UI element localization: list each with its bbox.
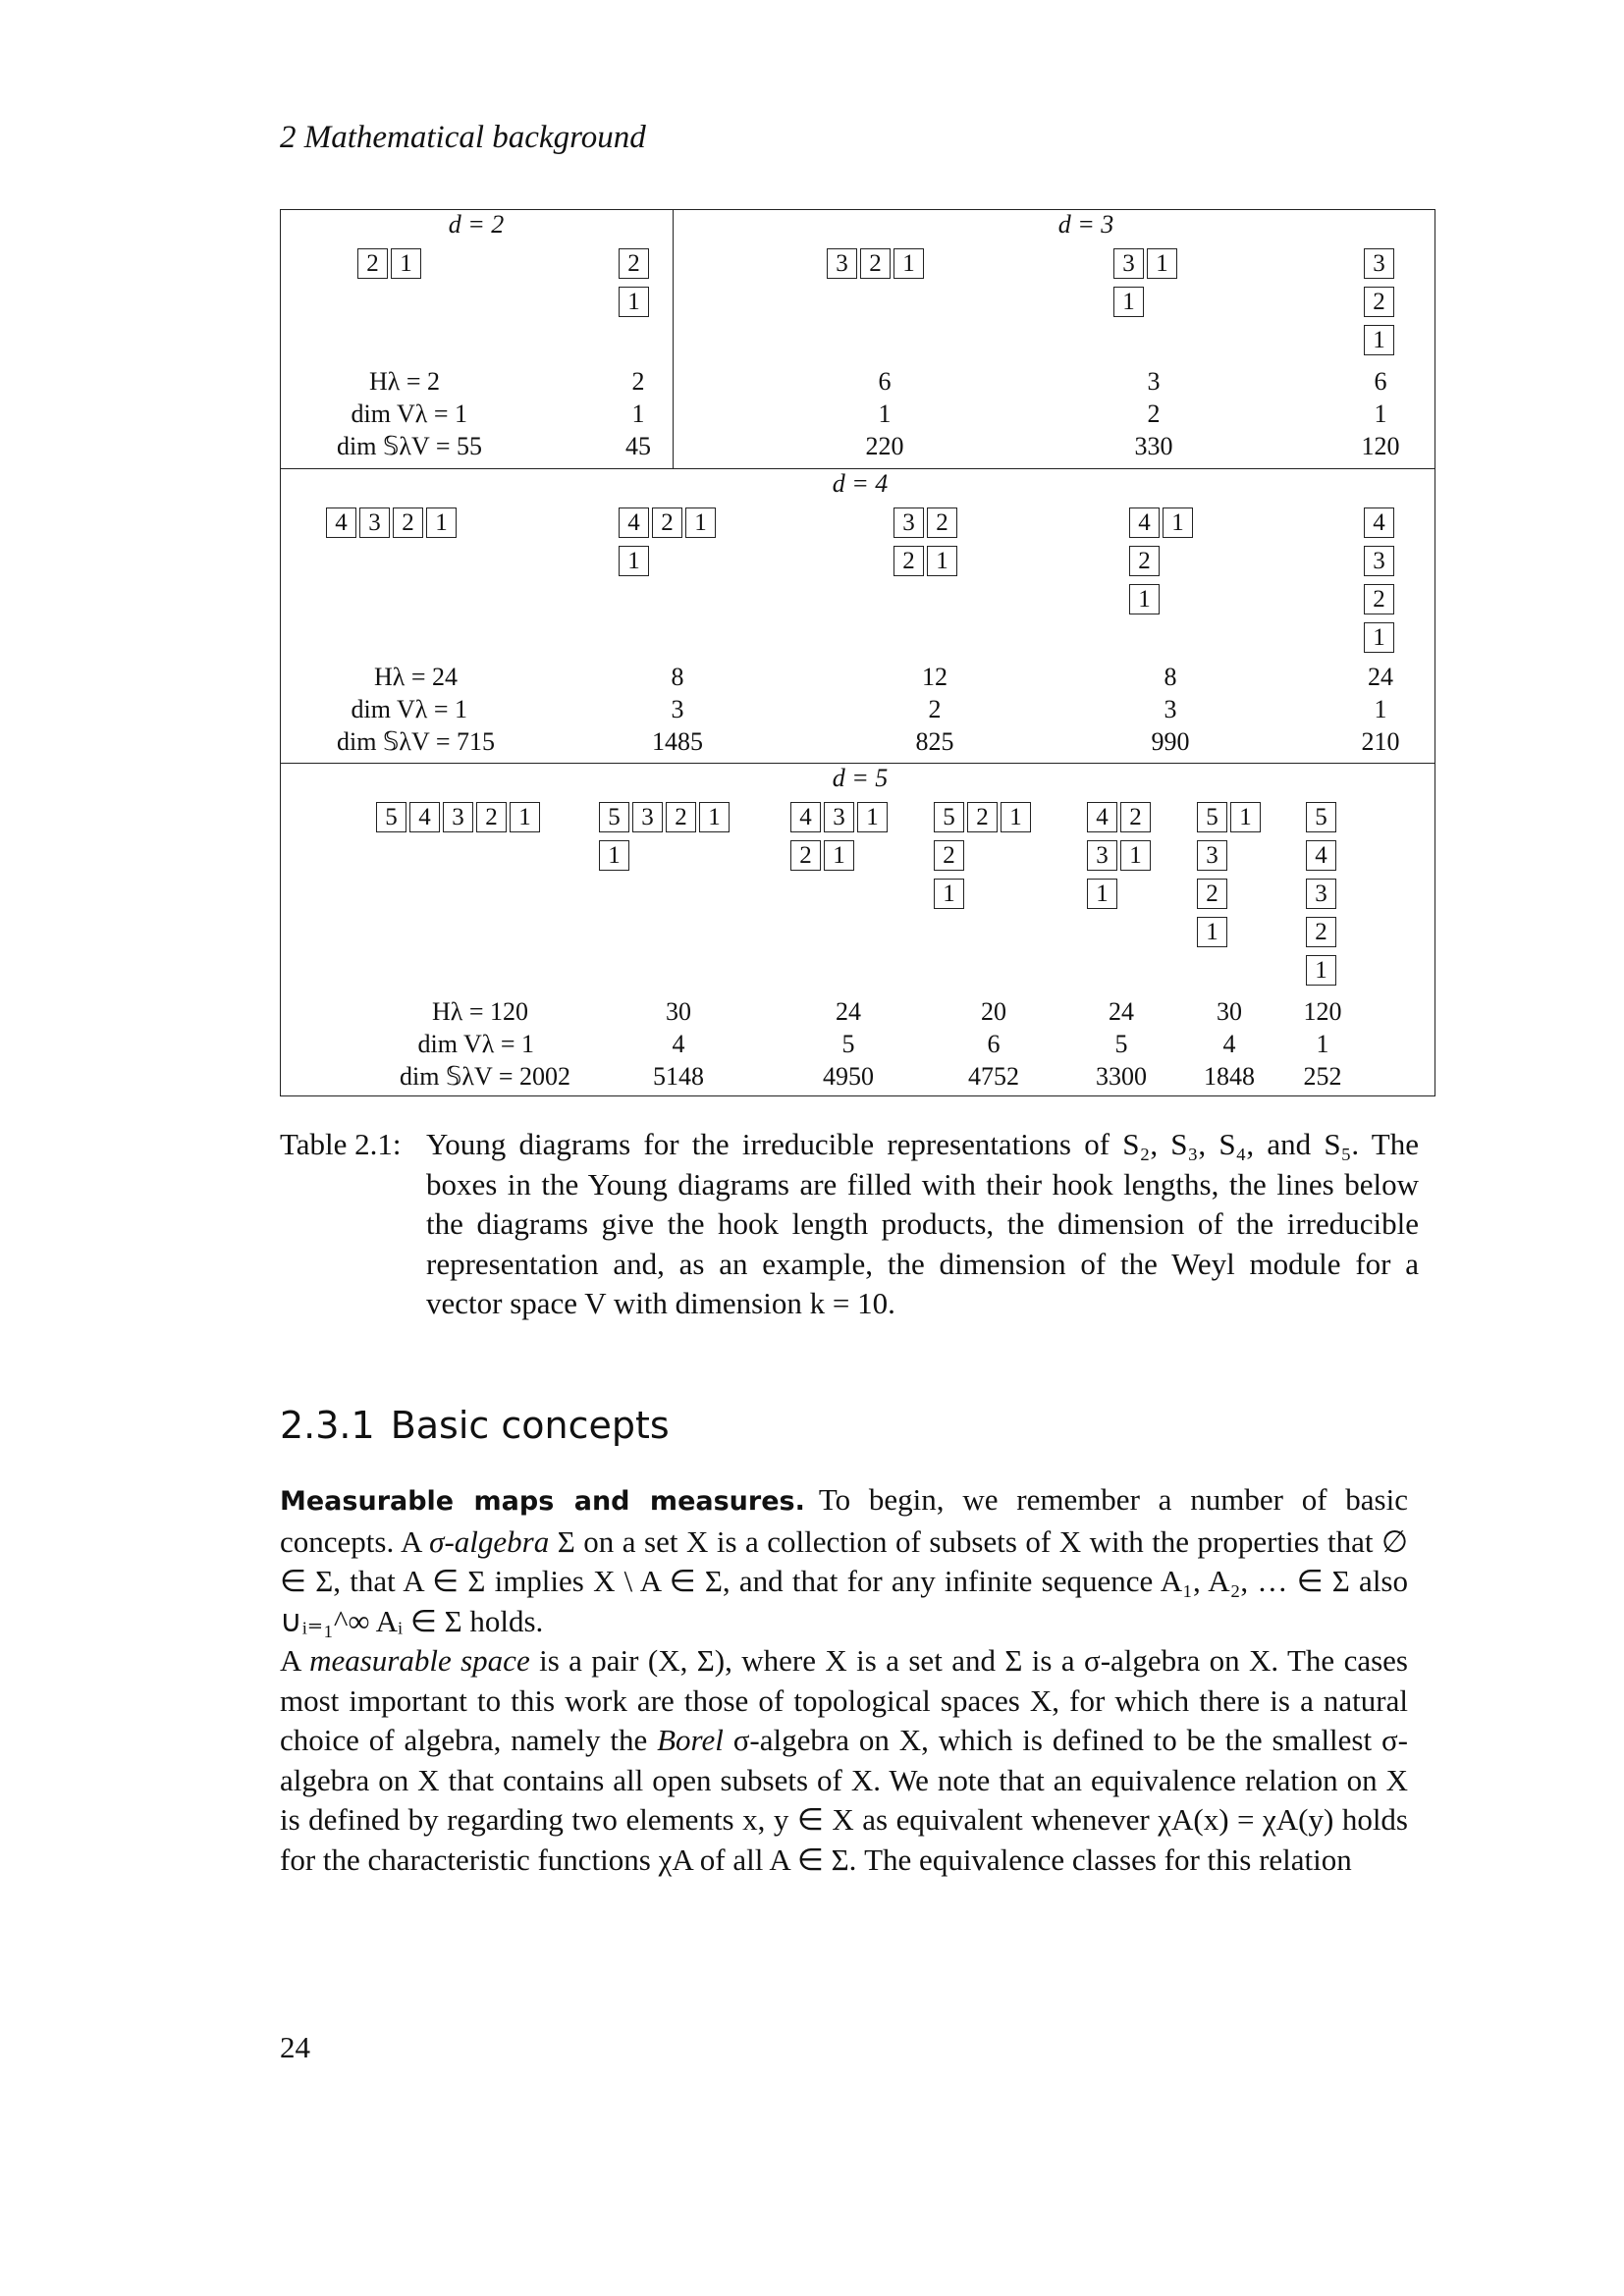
hook-length-box: 3 <box>824 802 854 832</box>
hook-length-box: 4 <box>409 802 440 832</box>
caption-text: Young diagrams for the irreducible representations of S₂, S₃, S₄, and S₅. The boxes in the Young diagrams are filled with their hook lengths, the lines below the diagrams give the hook length products, the dimension of the irreducible representation and, as an example, the dimension of the Weyl module for a vector space V with dimension k = 10. <box>426 1127 1419 1320</box>
hook-product-value: 8 <box>1164 663 1177 691</box>
young-diagram-table <box>280 209 1435 1096</box>
diagram-row <box>790 837 891 876</box>
hook-length-box: 1 <box>934 879 964 909</box>
weyl-dimension-label: dim 𝕊λV = 715 <box>336 727 495 756</box>
hook-product-value: 30 <box>1217 997 1242 1026</box>
section-heading <box>280 1404 670 1447</box>
hook-length-box: 3 <box>893 507 924 538</box>
hook-length-box: 3 <box>443 802 473 832</box>
diagram-row <box>1129 505 1196 543</box>
young-diagram <box>619 245 652 322</box>
diagram-row <box>1087 876 1154 914</box>
hook-length-box: 1 <box>599 840 629 871</box>
hook-length-box: 3 <box>1364 248 1394 279</box>
hook-length-box: 3 <box>1087 840 1117 871</box>
hook-length-box: 2 <box>393 507 423 538</box>
hook-length-box: 2 <box>967 802 998 832</box>
hook-length-box: 2 <box>927 507 957 538</box>
hook-length-box: 3 <box>1364 546 1394 576</box>
hook-length-box: 3 <box>359 507 390 538</box>
diagram-row <box>1364 505 1397 543</box>
hook-product-value: 24 <box>1109 997 1134 1026</box>
diagram-row <box>599 799 732 837</box>
table-section-d4 <box>281 468 1435 764</box>
paragraph <box>280 1480 1408 1641</box>
diagram-row <box>827 245 927 284</box>
dimension-value: 1 <box>1316 1030 1329 1058</box>
hook-length-box: 1 <box>1230 802 1261 832</box>
diagram-row <box>1306 914 1339 952</box>
weyl-dimension-value: 990 <box>1151 727 1190 756</box>
diagram-row <box>934 837 1034 876</box>
young-diagram <box>376 799 543 837</box>
weyl-dimension-value: 825 <box>915 727 954 756</box>
table-section-d5 <box>281 763 1435 1098</box>
hook-length-box: 5 <box>599 802 629 832</box>
diagram-row <box>1087 837 1154 876</box>
weyl-dimension-value: 3300 <box>1096 1062 1147 1091</box>
hook-length-box: 4 <box>790 802 821 832</box>
young-diagram <box>1306 799 1339 990</box>
diagram-row <box>1306 837 1339 876</box>
hook-length-box: 1 <box>824 840 854 871</box>
body-text <box>280 1480 1408 1880</box>
diagram-row <box>1129 581 1196 619</box>
hook-length-box: 3 <box>1306 879 1336 909</box>
defined-term: Borel <box>657 1723 724 1757</box>
hook-length-box: 5 <box>934 802 964 832</box>
d-label: d = 2 <box>448 210 505 239</box>
young-diagram <box>934 799 1034 914</box>
diagram-row <box>619 284 652 322</box>
hook-length-box: 1 <box>685 507 716 538</box>
hook-product-value: 3 <box>1147 367 1161 396</box>
weyl-dimension-value: 4950 <box>823 1062 874 1091</box>
diagram-row <box>934 876 1034 914</box>
dimension-value: 1 <box>1374 695 1387 723</box>
hook-length-box: 2 <box>1364 287 1394 317</box>
hook-product-value: 30 <box>666 997 691 1026</box>
dimension-value: 4 <box>672 1030 685 1058</box>
young-diagram <box>357 245 424 284</box>
text-run: To begin, we remember a number of basic concepts. A <box>280 1482 1408 1559</box>
hook-product-label: Hλ = 120 <box>431 997 528 1026</box>
hook-length-box: 2 <box>1364 584 1394 614</box>
hook-length-box: 2 <box>934 840 964 871</box>
hook-length-box: 2 <box>1306 917 1336 947</box>
hook-product-value: 120 <box>1303 997 1342 1026</box>
diagram-row <box>1364 619 1397 658</box>
defined-term: measurable space <box>309 1643 530 1678</box>
text-run: Σ on a set X is a collection of subsets of X with the properties that ∅ ∈ Σ, that A ∈ Σ implies X \ A ∈ Σ, and that for any infinite sequence A₁, A₂, … ∈ Σ also ∪ᵢ₌₁^∞ Aᵢ ∈ Σ holds. <box>280 1523 1408 1638</box>
hook-length-box: 5 <box>376 802 406 832</box>
hook-length-box: 5 <box>1306 802 1336 832</box>
hook-length-box: 1 <box>1306 955 1336 986</box>
young-diagram <box>619 505 719 581</box>
defined-term: σ-algebra <box>429 1523 550 1559</box>
weyl-dimension-value: 220 <box>865 432 904 460</box>
paragraph-heading: Measurable maps and measures. <box>280 1486 805 1517</box>
hook-length-box: 1 <box>699 802 730 832</box>
hook-length-box: 1 <box>1120 840 1151 871</box>
dimension-value: 2 <box>1147 400 1161 428</box>
hook-length-box: 1 <box>426 507 457 538</box>
diagram-row <box>1306 876 1339 914</box>
hook-length-box: 1 <box>1364 325 1394 355</box>
hook-length-box: 3 <box>1197 840 1227 871</box>
dimension-value: 1 <box>1374 400 1387 428</box>
hook-length-box: 1 <box>1113 287 1144 317</box>
weyl-dimension-value: 45 <box>625 432 651 460</box>
hook-length-box: 2 <box>619 248 649 279</box>
weyl-dimension-label: dim 𝕊λV = 55 <box>336 432 482 460</box>
weyl-dimension-value: 5148 <box>653 1062 704 1091</box>
diagram-row <box>1364 581 1397 619</box>
hook-product-value: 24 <box>1368 663 1393 691</box>
column-divider <box>673 210 674 468</box>
hook-length-box: 4 <box>1364 507 1394 538</box>
diagram-row <box>1306 952 1339 990</box>
hook-length-box: 4 <box>1087 802 1117 832</box>
hook-product-value: 20 <box>981 997 1006 1026</box>
young-diagram <box>1197 799 1264 952</box>
weyl-dimension-value: 252 <box>1303 1062 1342 1091</box>
hook-length-box: 3 <box>632 802 663 832</box>
diagram-row <box>326 505 460 543</box>
hook-length-box: 1 <box>619 287 649 317</box>
young-diagram <box>1113 245 1180 322</box>
diagram-row <box>1197 799 1264 837</box>
diagram-row <box>1129 543 1196 581</box>
hook-product-value: 12 <box>922 663 947 691</box>
young-diagram <box>1087 799 1154 914</box>
hook-length-box: 1 <box>1197 917 1227 947</box>
hook-length-box: 1 <box>1001 802 1031 832</box>
diagram-row <box>1087 799 1154 837</box>
diagram-row <box>357 245 424 284</box>
hook-product-value: 6 <box>878 367 892 396</box>
diagram-row <box>790 799 891 837</box>
dimension-value: 1 <box>631 400 645 428</box>
hook-product-value: 8 <box>671 663 684 691</box>
diagram-row <box>1197 876 1264 914</box>
hook-length-box: 4 <box>1306 840 1336 871</box>
hook-length-box: 1 <box>619 546 649 576</box>
diagram-row <box>1197 837 1264 876</box>
hook-length-box: 2 <box>1120 802 1151 832</box>
dimension-label: dim Vλ = 1 <box>351 400 467 428</box>
table-section-d2-d3 <box>281 210 1435 468</box>
hook-length-box: 4 <box>1129 507 1160 538</box>
hook-length-box: 2 <box>893 546 924 576</box>
text-run: σ-algebra on X, which is defined to be the smallest σ-algebra on X that contains all open subsets of X. We note that an equivalence relation on X is defined by regarding two elements x, y ∈ X as equivalent whenever χA(x) = χA(y) holds for the characteristic functions χA of all A ∈ Σ. The equivalence classes for this relation <box>280 1723 1409 1877</box>
young-diagram <box>827 245 927 284</box>
diagram-row <box>1197 914 1264 952</box>
dimension-value: 5 <box>841 1030 855 1058</box>
diagram-row <box>1364 245 1397 284</box>
hook-length-box: 3 <box>1113 248 1144 279</box>
dimension-label: dim Vλ = 1 <box>351 695 467 723</box>
diagram-row <box>1113 245 1180 284</box>
diagram-row <box>619 505 719 543</box>
running-head: 2 Mathematical background <box>280 120 646 155</box>
weyl-dimension-value: 330 <box>1134 432 1173 460</box>
diagram-row <box>1364 543 1397 581</box>
hook-length-box: 4 <box>326 507 356 538</box>
young-diagram <box>1129 505 1196 619</box>
hook-length-box: 1 <box>1364 622 1394 653</box>
d-label: d = 3 <box>1057 210 1114 239</box>
hook-product-value: 2 <box>631 367 645 396</box>
hook-length-box: 1 <box>1129 584 1160 614</box>
diagram-row <box>893 505 960 543</box>
hook-length-box: 2 <box>860 248 891 279</box>
paragraph <box>280 1641 1408 1880</box>
dimension-value: 5 <box>1114 1030 1128 1058</box>
hook-length-box: 1 <box>857 802 888 832</box>
page-number: 24 <box>280 2030 310 2064</box>
d-label: d = 5 <box>832 764 889 792</box>
hook-length-box: 4 <box>619 507 649 538</box>
hook-length-box: 1 <box>1087 879 1117 909</box>
diagram-row <box>934 799 1034 837</box>
diagram-row <box>1364 322 1397 360</box>
diagram-row <box>376 799 543 837</box>
hook-product-label: Hλ = 2 <box>368 367 440 396</box>
hook-length-box: 2 <box>666 802 696 832</box>
section-number: 2.3.1 <box>280 1404 375 1447</box>
hook-length-box: 1 <box>927 546 957 576</box>
young-diagram <box>1364 245 1397 360</box>
d-label: d = 4 <box>832 469 889 498</box>
hook-length-box: 1 <box>510 802 540 832</box>
weyl-dimension-value: 1848 <box>1204 1062 1255 1091</box>
weyl-dimension-label: dim 𝕊λV = 2002 <box>399 1062 570 1091</box>
diagram-row <box>1364 284 1397 322</box>
hook-length-box: 3 <box>827 248 857 279</box>
hook-product-label: Hλ = 24 <box>373 663 458 691</box>
hook-length-box: 2 <box>790 840 821 871</box>
weyl-dimension-value: 4752 <box>968 1062 1019 1091</box>
young-diagram <box>893 505 960 581</box>
hook-length-box: 5 <box>1197 802 1227 832</box>
dimension-label: dim Vλ = 1 <box>417 1030 534 1058</box>
hook-length-box: 2 <box>1197 879 1227 909</box>
dimension-value: 3 <box>671 695 684 723</box>
table-caption <box>280 1125 1419 1324</box>
hook-length-box: 1 <box>1163 507 1193 538</box>
dimension-value: 4 <box>1222 1030 1236 1058</box>
dimension-value: 1 <box>878 400 892 428</box>
young-diagram <box>599 799 732 876</box>
dimension-value: 6 <box>987 1030 1001 1058</box>
diagram-row <box>599 837 732 876</box>
hook-length-box: 1 <box>893 248 924 279</box>
weyl-dimension-value: 1485 <box>652 727 703 756</box>
diagram-row <box>1113 284 1180 322</box>
hook-product-value: 6 <box>1374 367 1387 396</box>
weyl-dimension-value: 120 <box>1361 432 1400 460</box>
hook-length-box: 2 <box>476 802 507 832</box>
young-diagram <box>1364 505 1397 658</box>
text-run: A <box>280 1643 310 1678</box>
hook-length-box: 2 <box>1129 546 1160 576</box>
hook-length-box: 1 <box>1147 248 1177 279</box>
caption-label: Table 2.1: <box>280 1127 402 1161</box>
young-diagram <box>790 799 891 876</box>
weyl-dimension-value: 210 <box>1361 727 1400 756</box>
diagram-row <box>619 543 719 581</box>
section-title: Basic concepts <box>390 1404 670 1447</box>
young-diagram <box>326 505 460 543</box>
hook-product-value: 24 <box>836 997 861 1026</box>
hook-length-box: 2 <box>357 248 388 279</box>
diagram-row <box>893 543 960 581</box>
diagram-row <box>1306 799 1339 837</box>
text-run: is a pair (X, Σ), where X is a set and Σ is a σ-algebra on X. The cases most important to this work are those of topological spaces X, for which there is a natural choice of algebra, namely the <box>280 1643 1408 1757</box>
diagram-row <box>619 245 652 284</box>
dimension-value: 3 <box>1164 695 1177 723</box>
hook-length-box: 1 <box>391 248 421 279</box>
hook-length-box: 2 <box>652 507 682 538</box>
dimension-value: 2 <box>928 695 942 723</box>
